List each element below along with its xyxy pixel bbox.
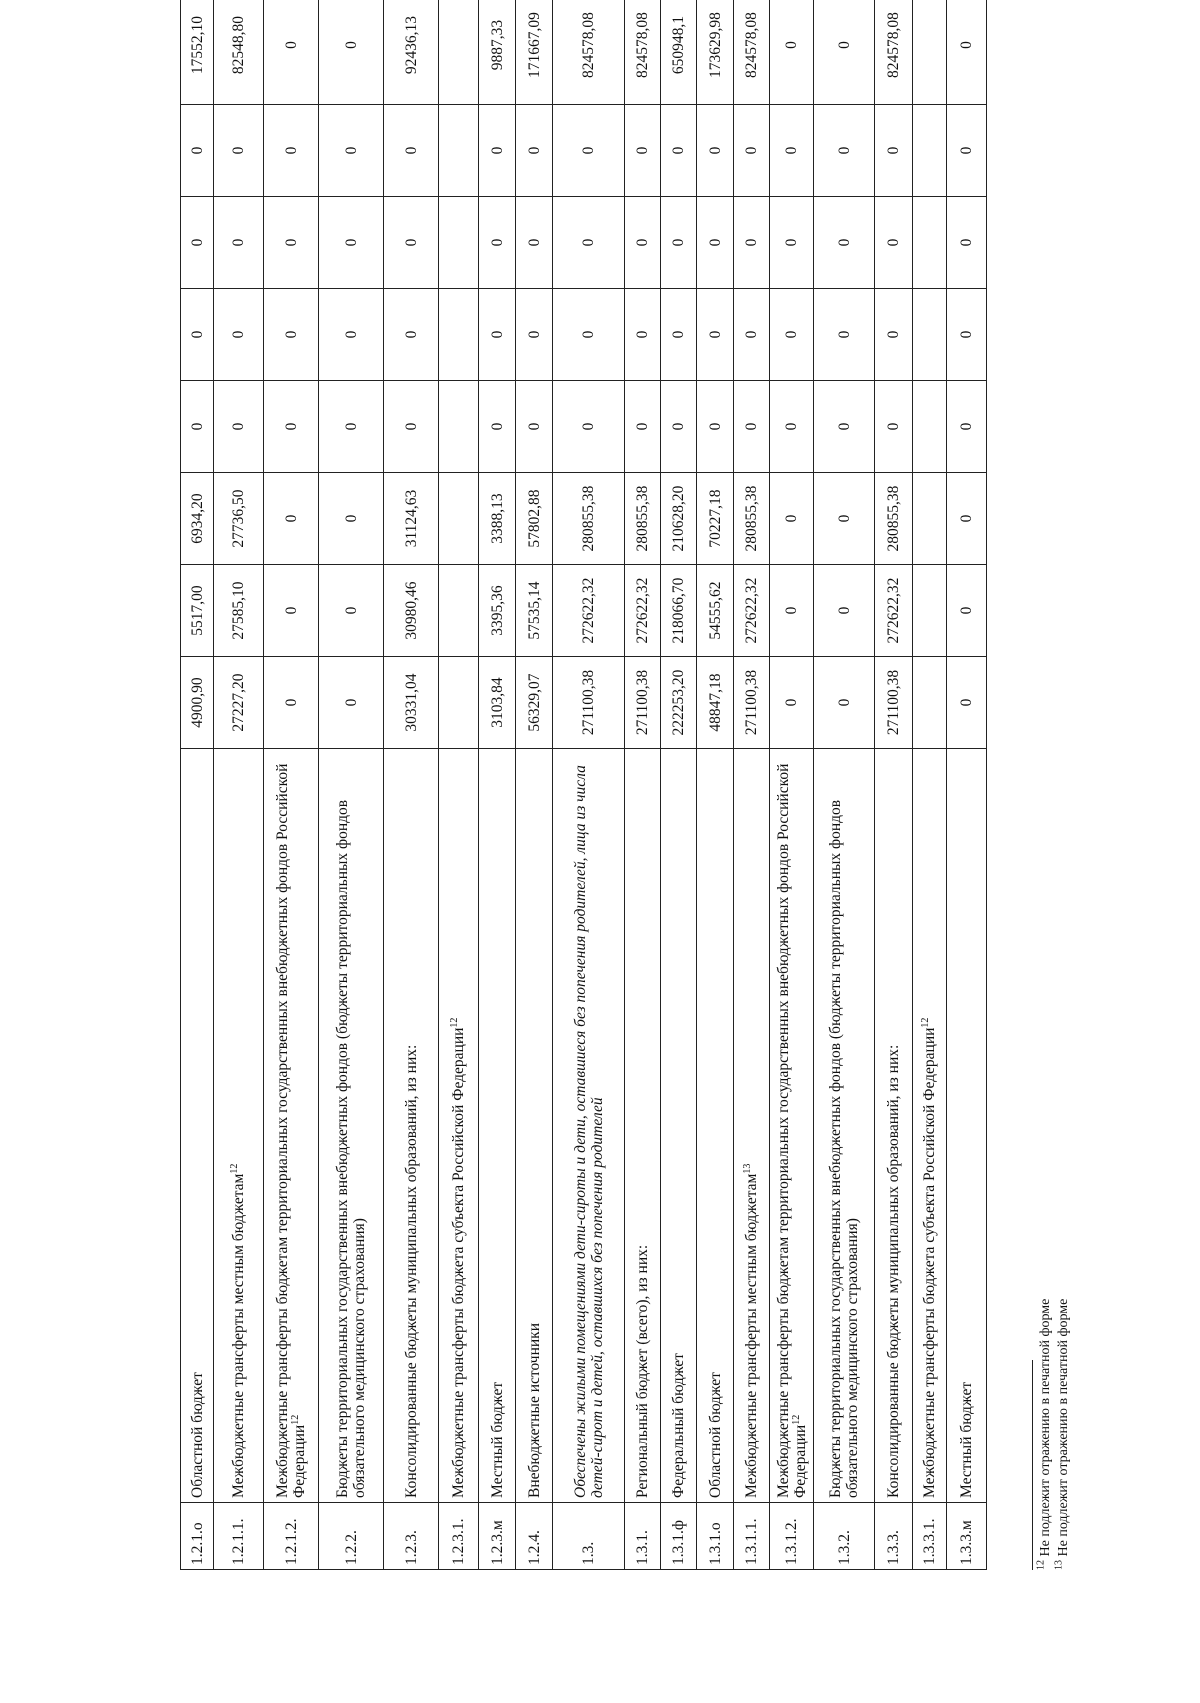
row-total-value: 824578,08 bbox=[553, 0, 625, 105]
row-year-value: 0 bbox=[770, 381, 814, 473]
row-year-value: 48847,18 bbox=[697, 657, 734, 749]
row-year-value: 0 bbox=[516, 197, 553, 289]
row-year-value: 0 bbox=[384, 289, 439, 381]
row-year-value bbox=[913, 565, 947, 657]
row-year-value: 0 bbox=[770, 289, 814, 381]
row-year-value: 0 bbox=[384, 105, 439, 197]
row-year-value: 0 bbox=[264, 473, 319, 565]
table-row bbox=[264, 0, 319, 1570]
row-name bbox=[770, 749, 814, 1503]
row-year-value: 0 bbox=[625, 105, 661, 197]
row-year-value: 0 bbox=[625, 289, 661, 381]
table-row bbox=[734, 0, 770, 1570]
row-year-value: 54555,62 bbox=[697, 565, 734, 657]
row-year-value: 271100,38 bbox=[553, 657, 625, 749]
row-year-value: 0 bbox=[697, 289, 734, 381]
table-row bbox=[479, 0, 516, 1570]
row-year-value: 0 bbox=[697, 105, 734, 197]
footnote-ref: 12 bbox=[919, 1017, 931, 1028]
row-code: 1.3.1. bbox=[625, 1503, 661, 1570]
row-year-value bbox=[913, 197, 947, 289]
row-year-value: 0 bbox=[319, 473, 384, 565]
row-year-value: 0 bbox=[814, 657, 875, 749]
row-year-value: 57802,88 bbox=[516, 473, 553, 565]
row-year-value: 3103,84 bbox=[479, 657, 516, 749]
row-year-value: 0 bbox=[661, 197, 697, 289]
row-year-value: 0 bbox=[319, 105, 384, 197]
row-year-value: 272622,32 bbox=[553, 565, 625, 657]
row-year-value: 0 bbox=[947, 289, 987, 381]
row-year-value bbox=[913, 381, 947, 473]
row-year-value: 0 bbox=[479, 289, 516, 381]
row-code: 1.3.2. bbox=[814, 1503, 875, 1570]
row-year-value: 272622,32 bbox=[734, 565, 770, 657]
row-total-value bbox=[913, 0, 947, 105]
table-row bbox=[625, 0, 661, 1570]
row-code: 1.2.1.2. bbox=[264, 1503, 319, 1570]
row-name bbox=[319, 749, 384, 1503]
row-year-value: 0 bbox=[319, 381, 384, 473]
row-code: 1.3.1.о bbox=[697, 1503, 734, 1570]
footnotes bbox=[1032, 870, 1073, 1570]
row-total-value: 824578,08 bbox=[734, 0, 770, 105]
row-name bbox=[913, 749, 947, 1503]
row-name bbox=[214, 749, 264, 1503]
row-year-value: 0 bbox=[814, 565, 875, 657]
row-code: 1.3. bbox=[553, 1503, 625, 1570]
row-name-text: Межбюджетные трансферты бюджета субъекта Российской Федерации bbox=[450, 1027, 467, 1498]
row-total-value: 824578,08 bbox=[875, 0, 913, 105]
footnote-ref: 12 bbox=[289, 1414, 301, 1425]
row-code: 1.3.1.1. bbox=[734, 1503, 770, 1570]
row-year-value bbox=[439, 657, 479, 749]
row-code: 1.3.1.2. bbox=[770, 1503, 814, 1570]
row-year-value: 57535,14 bbox=[516, 565, 553, 657]
row-year-value: 0 bbox=[553, 289, 625, 381]
footnote-divider bbox=[1032, 1360, 1033, 1570]
row-name bbox=[479, 749, 516, 1503]
row-year-value: 0 bbox=[319, 197, 384, 289]
row-year-value: 0 bbox=[875, 381, 913, 473]
row-code: 1.2.2. bbox=[319, 1503, 384, 1570]
row-year-value: 56329,07 bbox=[516, 657, 553, 749]
row-year-value: 0 bbox=[697, 197, 734, 289]
row-name bbox=[661, 749, 697, 1503]
row-year-value: 27585,10 bbox=[214, 565, 264, 657]
footnote-12 bbox=[1037, 870, 1055, 1570]
row-year-value bbox=[439, 565, 479, 657]
row-year-value: 27227,20 bbox=[214, 657, 264, 749]
row-total-value bbox=[439, 0, 479, 105]
row-total-value: 0 bbox=[264, 0, 319, 105]
row-year-value: 0 bbox=[734, 289, 770, 381]
row-year-value: 271100,38 bbox=[875, 657, 913, 749]
row-name bbox=[625, 749, 661, 1503]
row-year-value: 0 bbox=[814, 105, 875, 197]
row-year-value: 0 bbox=[516, 105, 553, 197]
row-year-value: 0 bbox=[770, 657, 814, 749]
row-code: 1.3.3.м bbox=[947, 1503, 987, 1570]
row-year-value: 0 bbox=[947, 473, 987, 565]
row-code: 1.2.4. bbox=[516, 1503, 553, 1570]
row-name-text: Консолидированные бюджеты муниципальных образований, из них: bbox=[885, 1044, 902, 1498]
row-year-value bbox=[439, 381, 479, 473]
footnote-ref: 13 bbox=[741, 1163, 753, 1174]
row-year-value: 280855,38 bbox=[734, 473, 770, 565]
table-row bbox=[770, 0, 814, 1570]
row-name-text: Региональный бюджет (всего), из них: bbox=[634, 1244, 651, 1498]
row-year-value: 0 bbox=[553, 381, 625, 473]
row-year-value: 30331,04 bbox=[384, 657, 439, 749]
table-row bbox=[384, 0, 439, 1570]
footnote-marker: 13 bbox=[1053, 1560, 1065, 1570]
row-year-value: 0 bbox=[661, 289, 697, 381]
budget-table-body bbox=[181, 0, 987, 1570]
table-row bbox=[439, 0, 479, 1570]
row-year-value: 0 bbox=[625, 197, 661, 289]
row-total-value: 171667,09 bbox=[516, 0, 553, 105]
row-name bbox=[875, 749, 913, 1503]
row-year-value: 0 bbox=[875, 289, 913, 381]
row-name-text: Бюджеты территориальных государственных внебюджетных фондов (бюджеты территориальных фондов обязательного медицинского страхования) bbox=[334, 799, 368, 1498]
row-name-text: Межбюджетные трансферты местным бюджетам bbox=[743, 1173, 760, 1498]
row-total-value: 92436,13 bbox=[384, 0, 439, 105]
row-total-value: 0 bbox=[319, 0, 384, 105]
row-year-value bbox=[439, 105, 479, 197]
row-total-value: 650948,1 bbox=[661, 0, 697, 105]
row-year-value: 210628,20 bbox=[661, 473, 697, 565]
row-year-value: 4900,90 bbox=[181, 657, 214, 749]
table-row bbox=[697, 0, 734, 1570]
row-year-value: 0 bbox=[770, 473, 814, 565]
row-name-text: Межбюджетные трансферты местным бюджетам bbox=[230, 1173, 247, 1498]
row-year-value: 0 bbox=[516, 289, 553, 381]
row-year-value: 0 bbox=[384, 381, 439, 473]
row-year-value: 0 bbox=[875, 197, 913, 289]
row-year-value bbox=[439, 197, 479, 289]
row-year-value: 0 bbox=[947, 657, 987, 749]
row-year-value bbox=[913, 289, 947, 381]
row-year-value: 0 bbox=[479, 381, 516, 473]
row-year-value: 0 bbox=[516, 381, 553, 473]
row-year-value: 222253,20 bbox=[661, 657, 697, 749]
rotated-content bbox=[180, 12, 1071, 1570]
row-name bbox=[264, 749, 319, 1503]
row-year-value: 218066,70 bbox=[661, 565, 697, 657]
row-name-text: Обеспечены жилыми помещениями дети-сироты и дети, оставшиеся без попечения родителей, лица из числа детей-сирот и детей, оставшихся без попечения родителей bbox=[571, 765, 606, 1498]
row-year-value: 0 bbox=[814, 473, 875, 565]
row-year-value: 0 bbox=[947, 105, 987, 197]
row-code: 1.2.1.1. bbox=[214, 1503, 264, 1570]
row-code: 1.2.1.о bbox=[181, 1503, 214, 1570]
row-total-value: 0 bbox=[814, 0, 875, 105]
row-year-value: 0 bbox=[264, 565, 319, 657]
row-name-text: Местный бюджет bbox=[488, 1381, 506, 1498]
footnote-ref: 12 bbox=[228, 1163, 240, 1174]
row-year-value: 6934,20 bbox=[181, 473, 214, 565]
row-name-text: Внебюджетные источники bbox=[525, 1322, 543, 1498]
row-year-value: 272622,32 bbox=[625, 565, 661, 657]
row-year-value: 0 bbox=[319, 289, 384, 381]
row-name-text: Бюджеты территориальных государственных внебюджетных фондов (бюджеты территориальных фондов обязательного медицинского страхования) bbox=[827, 799, 861, 1498]
row-total-value: 82548,80 bbox=[214, 0, 264, 105]
table-row bbox=[814, 0, 875, 1570]
row-year-value: 0 bbox=[181, 105, 214, 197]
budget-table bbox=[180, 0, 987, 1570]
row-year-value: 0 bbox=[814, 197, 875, 289]
row-year-value bbox=[439, 473, 479, 565]
table-row bbox=[947, 0, 987, 1570]
row-year-value: 0 bbox=[214, 381, 264, 473]
row-year-value: 0 bbox=[479, 197, 516, 289]
row-year-value: 0 bbox=[875, 105, 913, 197]
row-total-value: 17552,10 bbox=[181, 0, 214, 105]
row-year-value: 0 bbox=[264, 197, 319, 289]
row-year-value: 0 bbox=[264, 381, 319, 473]
row-name bbox=[439, 749, 479, 1503]
table-row bbox=[875, 0, 913, 1570]
row-name-text: Местный бюджет bbox=[958, 1381, 975, 1498]
row-year-value: 0 bbox=[214, 105, 264, 197]
row-year-value: 3388,13 bbox=[479, 473, 516, 565]
row-name bbox=[516, 749, 553, 1503]
row-name bbox=[734, 749, 770, 1503]
footnote-text: Не подлежит отражению в печатной форме bbox=[1038, 1298, 1053, 1557]
row-year-value: 0 bbox=[661, 105, 697, 197]
row-year-value: 70227,18 bbox=[697, 473, 734, 565]
row-name-text: Межбюджетные трансферты бюджетам территориальных государственных внебюджетных фондов Российской Федерации bbox=[274, 763, 308, 1498]
row-code: 1.3.3.1. bbox=[913, 1503, 947, 1570]
row-year-value: 0 bbox=[264, 105, 319, 197]
row-total-value: 824578,08 bbox=[625, 0, 661, 105]
table-row bbox=[553, 0, 625, 1570]
row-year-value: 0 bbox=[697, 381, 734, 473]
row-year-value: 0 bbox=[264, 289, 319, 381]
row-year-value: 30980,46 bbox=[384, 565, 439, 657]
footnote-text: Не подлежит отражению в печатной форме bbox=[1056, 1298, 1071, 1557]
footnote-marker: 12 bbox=[1035, 1560, 1047, 1570]
row-name bbox=[814, 749, 875, 1503]
row-year-value: 0 bbox=[734, 197, 770, 289]
table-row bbox=[214, 0, 264, 1570]
row-year-value: 0 bbox=[319, 565, 384, 657]
table-row bbox=[516, 0, 553, 1570]
row-year-value: 3395,36 bbox=[479, 565, 516, 657]
row-name bbox=[181, 749, 214, 1503]
row-name-text: Областной бюджет bbox=[188, 1372, 206, 1498]
row-year-value: 0 bbox=[319, 657, 384, 749]
row-year-value: 0 bbox=[814, 381, 875, 473]
row-code: 1.3.1.ф bbox=[661, 1503, 697, 1570]
row-year-value: 280855,38 bbox=[553, 473, 625, 565]
row-code: 1.3.3. bbox=[875, 1503, 913, 1570]
row-year-value: 0 bbox=[770, 565, 814, 657]
row-year-value: 272622,32 bbox=[875, 565, 913, 657]
row-total-value: 0 bbox=[770, 0, 814, 105]
table-row bbox=[661, 0, 697, 1570]
row-name bbox=[947, 749, 987, 1503]
row-year-value: 0 bbox=[947, 565, 987, 657]
row-year-value: 0 bbox=[661, 381, 697, 473]
row-year-value: 0 bbox=[214, 289, 264, 381]
row-name-text: Межбюджетные трансферты бюджета субъекта Российской Федерации bbox=[921, 1027, 938, 1498]
row-code: 1.2.3.м bbox=[479, 1503, 516, 1570]
table-row bbox=[913, 0, 947, 1570]
row-year-value: 0 bbox=[479, 105, 516, 197]
row-year-value: 27736,50 bbox=[214, 473, 264, 565]
row-year-value: 0 bbox=[553, 105, 625, 197]
row-year-value bbox=[913, 473, 947, 565]
row-year-value: 0 bbox=[947, 197, 987, 289]
row-total-value: 173629,98 bbox=[697, 0, 734, 105]
row-year-value bbox=[439, 289, 479, 381]
footnote-ref: 12 bbox=[790, 1414, 802, 1425]
row-year-value: 280855,38 bbox=[625, 473, 661, 565]
row-name bbox=[384, 749, 439, 1503]
row-year-value: 280855,38 bbox=[875, 473, 913, 565]
table-row bbox=[181, 0, 214, 1570]
row-year-value bbox=[913, 105, 947, 197]
row-year-value: 0 bbox=[770, 197, 814, 289]
row-year-value: 0 bbox=[734, 105, 770, 197]
row-code: 1.2.3. bbox=[384, 1503, 439, 1570]
row-year-value: 0 bbox=[384, 197, 439, 289]
row-year-value: 0 bbox=[181, 197, 214, 289]
footnote-13 bbox=[1055, 870, 1073, 1570]
row-total-value: 9887,33 bbox=[479, 0, 516, 105]
row-year-value: 0 bbox=[214, 197, 264, 289]
row-name bbox=[697, 749, 734, 1503]
row-year-value: 0 bbox=[625, 381, 661, 473]
row-year-value: 0 bbox=[770, 105, 814, 197]
row-name-text: Федеральный бюджет bbox=[670, 1353, 687, 1498]
row-year-value: 0 bbox=[181, 381, 214, 473]
row-name-text: Межбюджетные трансферты бюджетам территориальных государственных внебюджетных фондов Российской Федерации bbox=[774, 763, 809, 1498]
row-year-value: 0 bbox=[814, 289, 875, 381]
row-year-value: 31124,63 bbox=[384, 473, 439, 565]
row-year-value: 0 bbox=[553, 197, 625, 289]
row-year-value: 271100,38 bbox=[625, 657, 661, 749]
row-year-value: 271100,38 bbox=[734, 657, 770, 749]
table-row bbox=[319, 0, 384, 1570]
row-year-value: 0 bbox=[734, 381, 770, 473]
row-year-value: 0 bbox=[947, 381, 987, 473]
row-code: 1.2.3.1. bbox=[439, 1503, 479, 1570]
footnote-ref: 12 bbox=[448, 1017, 460, 1028]
row-year-value: 5517,00 bbox=[181, 565, 214, 657]
row-year-value: 0 bbox=[181, 289, 214, 381]
row-name bbox=[553, 749, 625, 1503]
row-total-value: 0 bbox=[947, 0, 987, 105]
row-year-value bbox=[913, 657, 947, 749]
row-name-text: Консолидированные бюджеты муниципальных образований, из них: bbox=[402, 1044, 420, 1498]
row-year-value: 0 bbox=[264, 657, 319, 749]
row-name-text: Областной бюджет bbox=[706, 1372, 724, 1498]
